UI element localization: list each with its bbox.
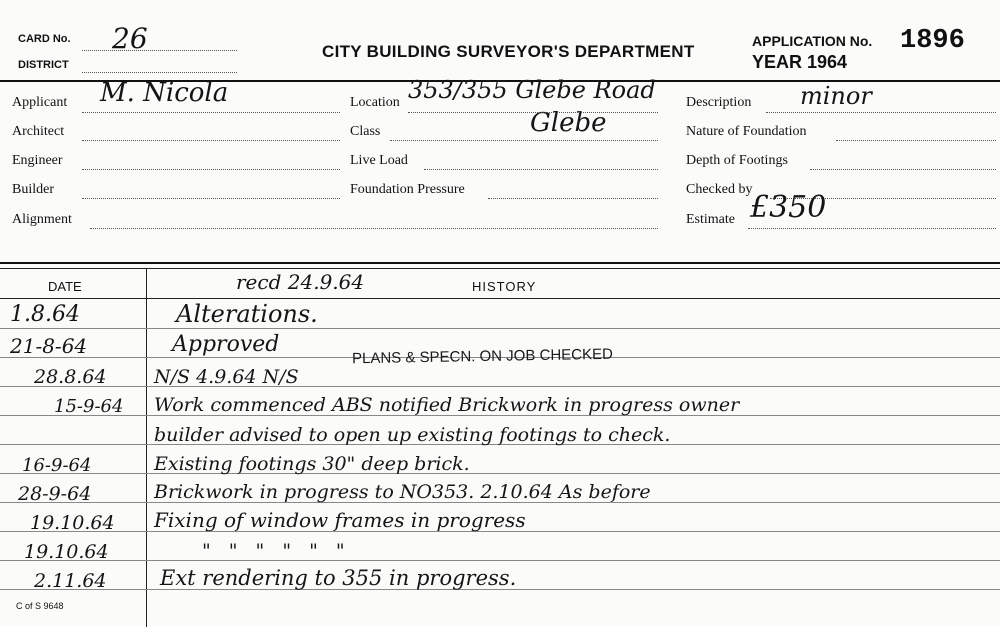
- application-number: 1896: [900, 26, 965, 56]
- history-date: 16-9-64: [22, 455, 92, 476]
- estimate-line: [748, 228, 996, 229]
- history-text: N/S 4.9.64 N/S: [154, 366, 299, 388]
- description-label: Description: [686, 95, 752, 110]
- history-text: Fixing of window frames in progress: [154, 508, 526, 532]
- engineer-line: [82, 169, 340, 170]
- history-date: 2.11.64: [34, 570, 107, 592]
- foundation-pressure-label: Foundation Pressure: [350, 182, 465, 197]
- live-load-line: [424, 169, 658, 170]
- history-top-rule: [0, 262, 1000, 264]
- history-date: 19.10.64: [24, 541, 109, 563]
- nature-of-foundation-label: Nature of Foundation: [686, 124, 807, 139]
- row-rule: [0, 473, 1000, 474]
- history-text: builder advised to open up existing footings to check.: [154, 424, 671, 446]
- description-value: minor: [800, 82, 872, 110]
- department-title: CITY BUILDING SURVEYOR'S DEPARTMENT: [322, 42, 695, 61]
- architect-line: [82, 140, 340, 141]
- history-header-rule: [0, 298, 1000, 299]
- history-text: Brickwork in progress to NO353. 2.10.64 As before: [154, 481, 651, 503]
- location-label: Location: [350, 95, 400, 110]
- history-date: 28.8.64: [34, 366, 107, 388]
- row-rule: [0, 386, 1000, 387]
- history-date: 21-8-64: [10, 334, 88, 358]
- history-date: 28-9-64: [18, 483, 92, 505]
- history-text: Existing footings 30" deep brick.: [154, 453, 470, 475]
- history-text: Alterations.: [176, 300, 318, 328]
- plans-checked-stamp: PLANS & SPECN. ON JOB CHECKED: [351, 345, 614, 368]
- applicant-line: [82, 112, 340, 113]
- history-text: Work commenced ABS notified Brickwork in progress owner: [154, 394, 740, 416]
- foundation-pressure-line: [488, 198, 658, 199]
- year-label: YEAR 1964: [752, 52, 848, 72]
- depth-of-footings-label: Depth of Footings: [686, 153, 788, 168]
- applicant-value: M. Nicola: [100, 78, 229, 108]
- history-text: Approved: [172, 332, 280, 357]
- depth-line: [810, 169, 996, 170]
- history-column-header: HISTORY: [472, 279, 537, 294]
- checked-by-label: Checked by: [686, 182, 753, 197]
- builder-line: [82, 198, 340, 199]
- estimate-label: Estimate: [686, 212, 735, 227]
- received-note: recd 24.9.64: [236, 270, 365, 294]
- row-rule: [0, 328, 1000, 329]
- history-date: 19.10.64: [30, 512, 115, 534]
- alignment-label: Alignment: [12, 212, 72, 227]
- form-code: C of S 9648: [16, 601, 64, 611]
- application-label: APPLICATION No.: [752, 33, 873, 49]
- district-line: [82, 72, 237, 73]
- history-date: 15-9-64: [54, 396, 124, 417]
- date-column-header: DATE: [48, 279, 82, 294]
- history-text: Ext rendering to 355 in progress.: [160, 566, 517, 590]
- date-column-divider: [146, 268, 147, 627]
- card-no-label: CARD No.: [18, 33, 71, 45]
- estimate-value: £350: [750, 190, 827, 225]
- live-load-label: Live Load: [350, 153, 408, 168]
- history-text: " " " " " ": [202, 540, 351, 562]
- nature-line: [836, 140, 996, 141]
- card-no-line: [82, 50, 237, 51]
- history-top-rule-2: [0, 268, 1000, 269]
- location-line: [408, 112, 658, 113]
- card-no-value: 26: [112, 22, 148, 55]
- alignment-line: [90, 228, 658, 229]
- location-value: 353/355 Glebe Road: [408, 76, 656, 104]
- builder-label: Builder: [12, 182, 54, 197]
- history-date: 1.8.64: [10, 302, 80, 327]
- applicant-label: Applicant: [12, 95, 68, 110]
- class-line: [390, 140, 658, 141]
- description-line: [766, 112, 996, 113]
- class-label: Class: [350, 124, 381, 139]
- engineer-label: Engineer: [12, 153, 63, 168]
- district-label: DISTRICT: [18, 59, 69, 71]
- location-suburb: Glebe: [530, 108, 607, 138]
- row-rule: [0, 560, 1000, 561]
- architect-label: Architect: [12, 124, 65, 139]
